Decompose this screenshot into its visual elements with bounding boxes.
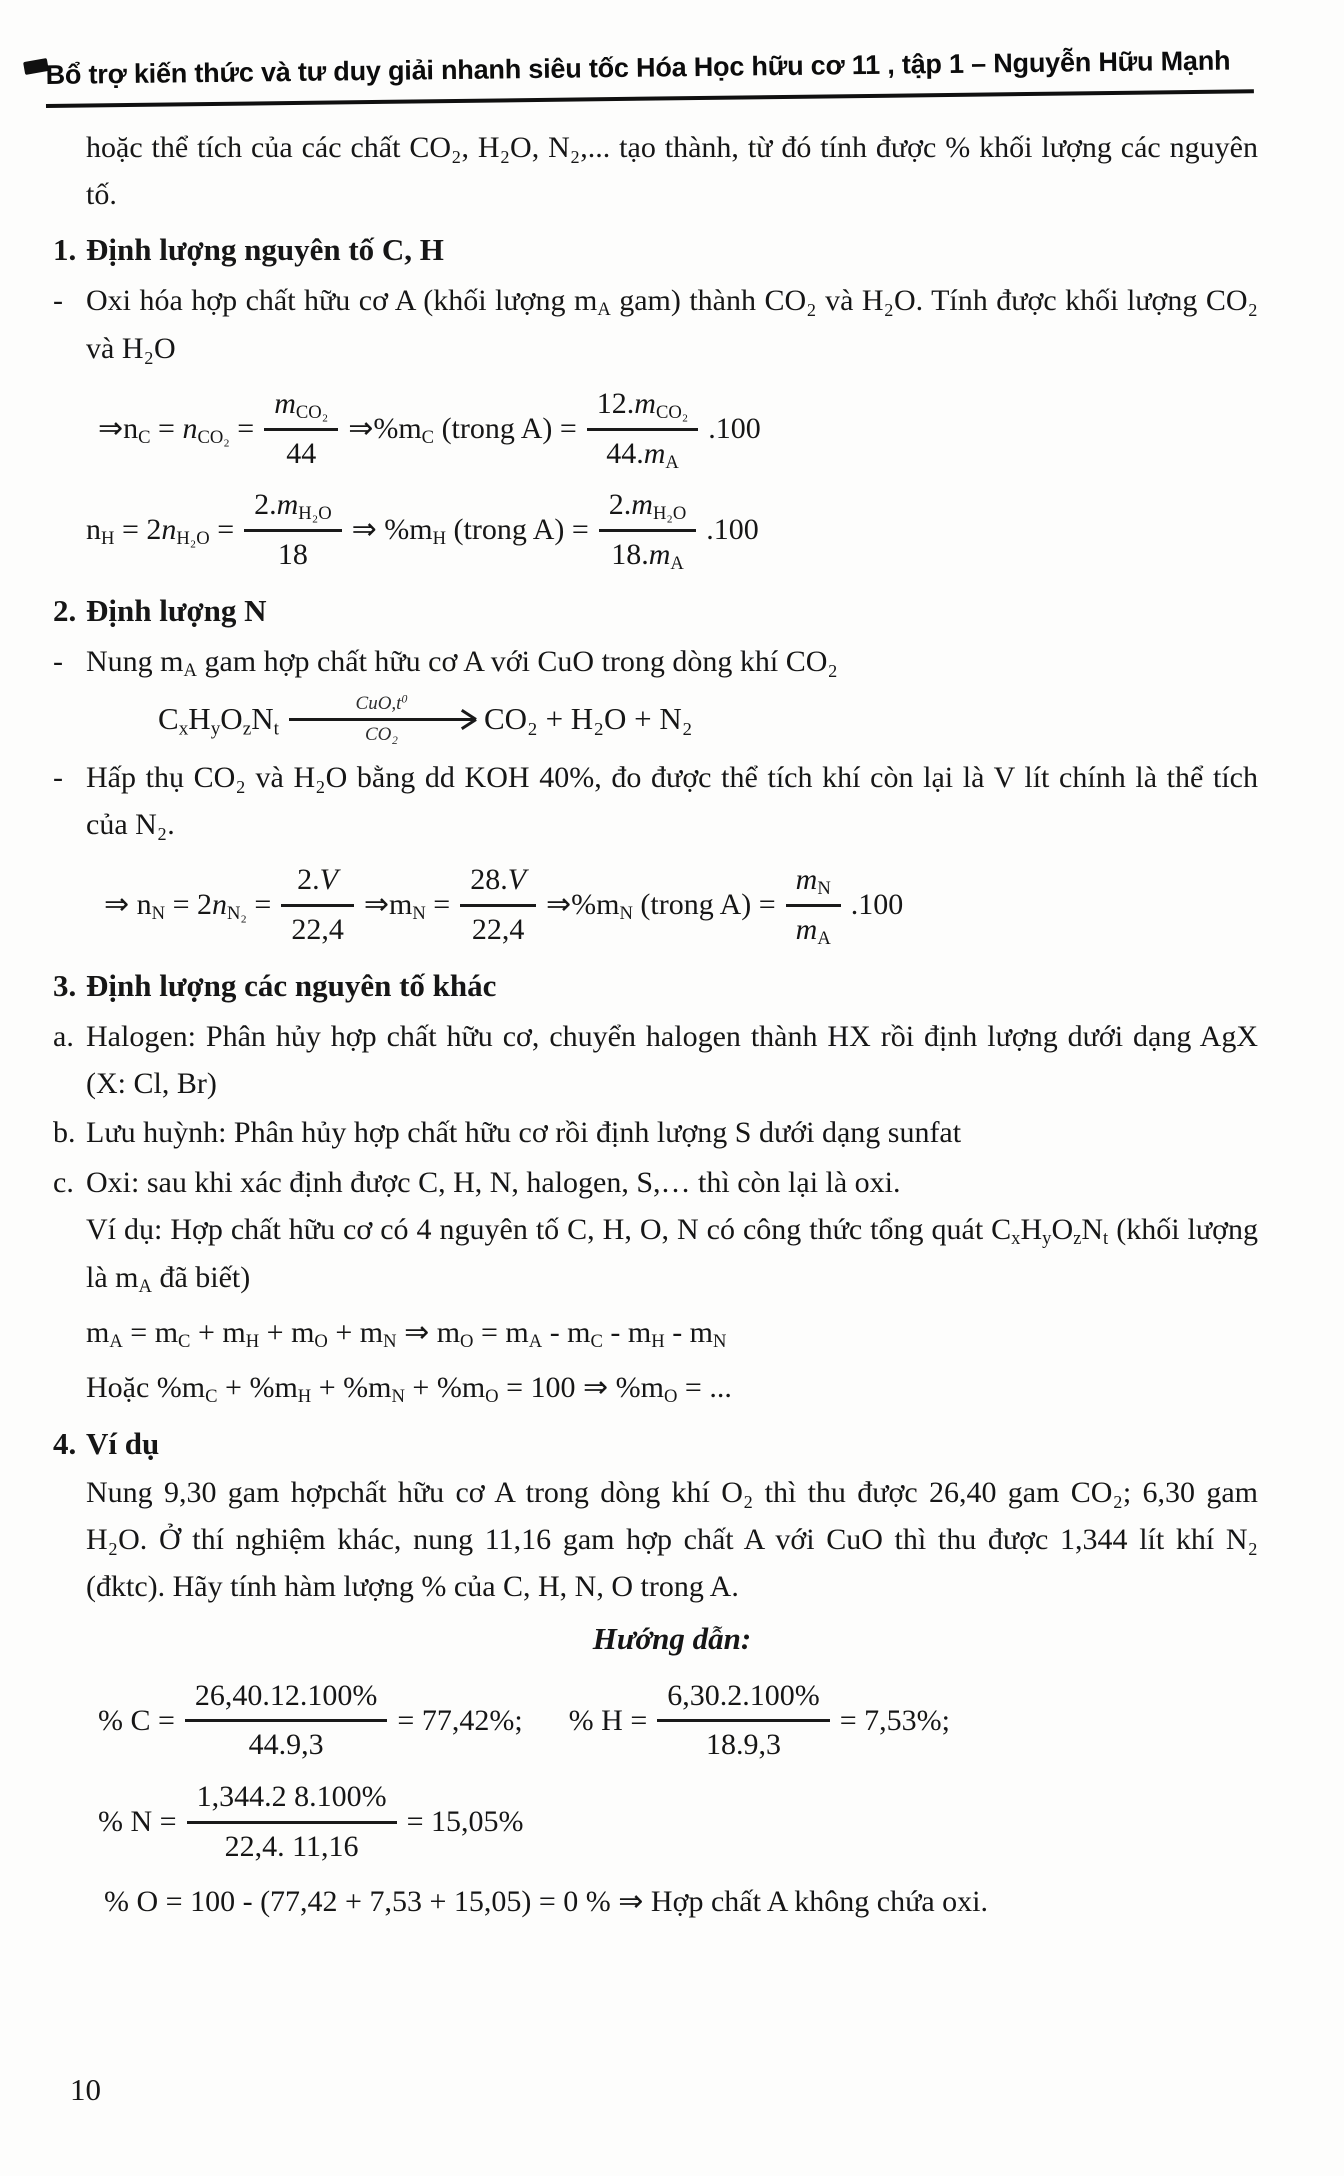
hydrogen-formula-lead: $n_H = 2n_{H_2O}$ = <box>86 513 235 550</box>
bullet-dash: - <box>53 760 63 794</box>
fraction <box>587 384 698 473</box>
solution-carbon-result: = 77,42%; <box>397 1703 523 1737</box>
oxidation-note-text: Oxi hóa hợp chất hữu cơ A (khối lượng $m_A$ gam) thành CO₂ và H₂O. Tính được khối lượng CO₂ và H₂O <box>86 284 1259 365</box>
oxygen-item-text: Oxi: sau khi xác định được C, H, N, halogen, S,… thì còn lại là oxi. <box>86 1165 901 1199</box>
section-4-title: Ví dụ <box>86 1425 160 1461</box>
nitrogen-formula-mid2: $\Rightarrow\%m_N$ (trong A) = <box>546 888 776 925</box>
hydrogen-formula-mid: ⇒ $\%m_H$ (trong A) = <box>351 513 589 550</box>
reaction-condition-top: $CuO,t^0$ <box>355 692 408 714</box>
fraction <box>185 1676 388 1765</box>
reaction-equation <box>86 693 1258 746</box>
solution-carbon-lead: % C = <box>98 1703 175 1737</box>
reaction-arrow <box>289 693 474 746</box>
fraction <box>244 485 342 574</box>
reactant-formula: $C_xH_yO_zN_t$ <box>158 700 279 740</box>
solution-hydrogen-result: = 7,53%; <box>839 1703 950 1737</box>
sulfur-item-text: Lưu huỳnh: Phân hủy hợp chất hữu cơ rồi định lượng S dưới dạng sunfat <box>86 1116 962 1150</box>
section-3-heading <box>53 962 1258 1011</box>
fraction-denominator: 18 <box>277 537 308 571</box>
fraction-numerator: 1,344.2 8.100% <box>187 1777 397 1824</box>
fraction-denominator: 18.9,3 <box>706 1728 781 1762</box>
fraction-numerator: $12.m_{CO_2}$ <box>587 384 698 431</box>
section-4-number: 4. <box>53 1425 77 1461</box>
section-3-title: Định lượng các nguyên tố khác <box>86 967 497 1003</box>
solution-hydrogen-lead: % H = <box>568 1703 648 1737</box>
solution-nitrogen-lead: % N = <box>98 1804 177 1838</box>
hydrogen-formula <box>86 485 1258 574</box>
fraction <box>657 1676 830 1765</box>
halogen-item <box>53 1013 1258 1108</box>
section-1-number: 1. <box>53 232 77 268</box>
fraction <box>281 860 354 949</box>
example-general-formula: Ví dụ: Hợp chất hữu cơ có 4 nguyên tố C, H, O, N có công thức tổng quát $C_xH_yO_zN_t$ (khối lượng là $m_A$ đã biết) <box>86 1213 1258 1297</box>
problem-statement: Nung 9,30 gam hợpchất hữu cơ A trong dòng khí O₂ thì thu được 26,40 gam CO₂; 6,30 gam H₂O. Ở thí nghiệm khác, nung 11,16 gam hợp chất A với CuO thì thu được 1,344 lít khí N₂ (đktc). Hãy tính hàm lượng % của C, H, N, O trong A. <box>86 1475 1258 1604</box>
fraction <box>786 860 841 949</box>
fraction-denominator: $m_A$ <box>795 912 831 950</box>
section-4-heading <box>53 1420 1258 1469</box>
fraction-denominator: 22,4 <box>471 912 525 946</box>
fraction-denominator: $18.m_A$ <box>611 537 684 575</box>
carbon-formula-mid: $\Rightarrow\%m_C$ (trong A) = <box>348 412 577 449</box>
fraction <box>187 1777 397 1866</box>
solution-nitrogen-result: = 15,05% <box>406 1804 524 1838</box>
running-head-title: Bổ trợ kiến thức và tư duy giải nhanh siêu tốc Hóa Học hữu cơ 11 , tập 1 – Nguyễn Hữu Mạnh <box>45 39 1254 107</box>
absorption-note <box>53 754 1258 849</box>
section-2-number: 2. <box>53 592 77 628</box>
solution-carbon-hydrogen <box>86 1676 1258 1765</box>
page-content <box>0 108 1344 1926</box>
fraction-numerator: 2.V <box>281 860 354 907</box>
nitrogen-formula-lead: ⇒ $n_N = 2n_{N_2}$ = <box>104 888 272 925</box>
item-letter: b. <box>53 1116 76 1150</box>
fraction-numerator: $m_{CO_2}$ <box>264 384 338 431</box>
section-3-number: 3. <box>53 967 77 1003</box>
sulfur-item <box>53 1109 1258 1156</box>
fraction <box>599 485 697 574</box>
solution-nitrogen <box>86 1777 1258 1866</box>
fraction-denominator: 22,4 <box>291 912 344 946</box>
absorption-note-text: Hấp thụ CO₂ và H₂O bằng dd KOH 40%, đo được thể tích khí còn lại là V lít chính là thể tích của N₂. <box>86 760 1258 841</box>
hydrogen-formula-tail: .100 <box>706 513 759 547</box>
reaction-condition-bottom: CO₂ <box>364 723 398 745</box>
solution-guide-label: Hướng dẫn: <box>592 1620 752 1656</box>
oxygen-item <box>53 1159 1258 1206</box>
halogen-item-text: Halogen: Phân hủy hợp chất hữu cơ, chuyển halogen thành HX rồi định lượng dưới dạng AgX (X: Cl, Br) <box>86 1019 1258 1100</box>
fraction-denominator: 44 <box>286 436 317 470</box>
fraction-denominator: $44.m_A$ <box>606 436 679 473</box>
running-head <box>0 0 1344 108</box>
section-2-title: Định lượng N <box>86 592 267 628</box>
products-formula: CO₂ + H₂O + N₂ <box>483 700 693 736</box>
fraction-numerator: $2.m_{H_2O}$ <box>599 485 697 532</box>
combustion-note-text: Nung $m_A$ gam hợp chất hữu cơ A với CuO trong dòng khí CO₂ <box>86 644 838 681</box>
carbon-formula-tail: .100 <box>708 412 761 446</box>
bullet-dash: - <box>53 644 63 678</box>
combustion-note <box>53 638 1258 685</box>
nitrogen-formula-tail: .100 <box>850 888 904 922</box>
fraction-numerator: 26,40.12.100% <box>185 1676 388 1723</box>
nitrogen-formula-mid1: $\Rightarrow m_N$ = <box>363 888 451 925</box>
fraction <box>460 860 536 949</box>
right-arrow-icon <box>289 718 474 721</box>
mass-balance-formula: $m_A = m_C + m_H + m_O + m_N$ ⇒ $m_O = m_A - m_C - m_H - m_N$ <box>86 1315 727 1353</box>
fraction-numerator: $m_N$ <box>786 860 841 907</box>
fraction-numerator: 6,30.2.100% <box>657 1676 830 1723</box>
item-letter: c. <box>53 1165 74 1199</box>
intro-paragraph: hoặc thể tích của các chất CO₂, H₂O, N₂,... tạo thành, từ đó tính được % khối lượng các nguyên tố. <box>86 130 1258 212</box>
section-1-title: Định lượng nguyên tố C, H <box>86 232 444 268</box>
oxidation-note <box>53 277 1259 372</box>
fraction-numerator: 28.V <box>460 860 536 907</box>
nitrogen-formula <box>86 860 1258 949</box>
carbon-formula-lead: $\Rightarrow n_C = n_{CO_2}$ = <box>98 412 255 449</box>
carbon-formula <box>86 384 1258 473</box>
solution-oxygen: % O = 100 - (77,42 + 7,53 + 15,05) = 0 % ⇒ Hợp chất A không chứa oxi. <box>104 1885 989 1919</box>
page-number: 10 <box>70 2072 101 2107</box>
section-2-heading <box>53 587 1258 636</box>
fraction-denominator: 22,4. 11,16 <box>224 1829 359 1863</box>
fraction <box>264 384 338 473</box>
item-letter: a. <box>53 1019 74 1053</box>
percent-balance-formula: Hoặc $\%m_C + \%m_H + \%m_N + \%m_O = 100$ ⇒ $\%m_O$ = ... <box>86 1371 732 1408</box>
fraction-numerator: $2.m_{H_2O}$ <box>244 485 342 532</box>
fraction-denominator: 44.9,3 <box>248 1728 324 1762</box>
bullet-dash: - <box>53 284 63 318</box>
section-1-heading <box>53 226 1258 275</box>
